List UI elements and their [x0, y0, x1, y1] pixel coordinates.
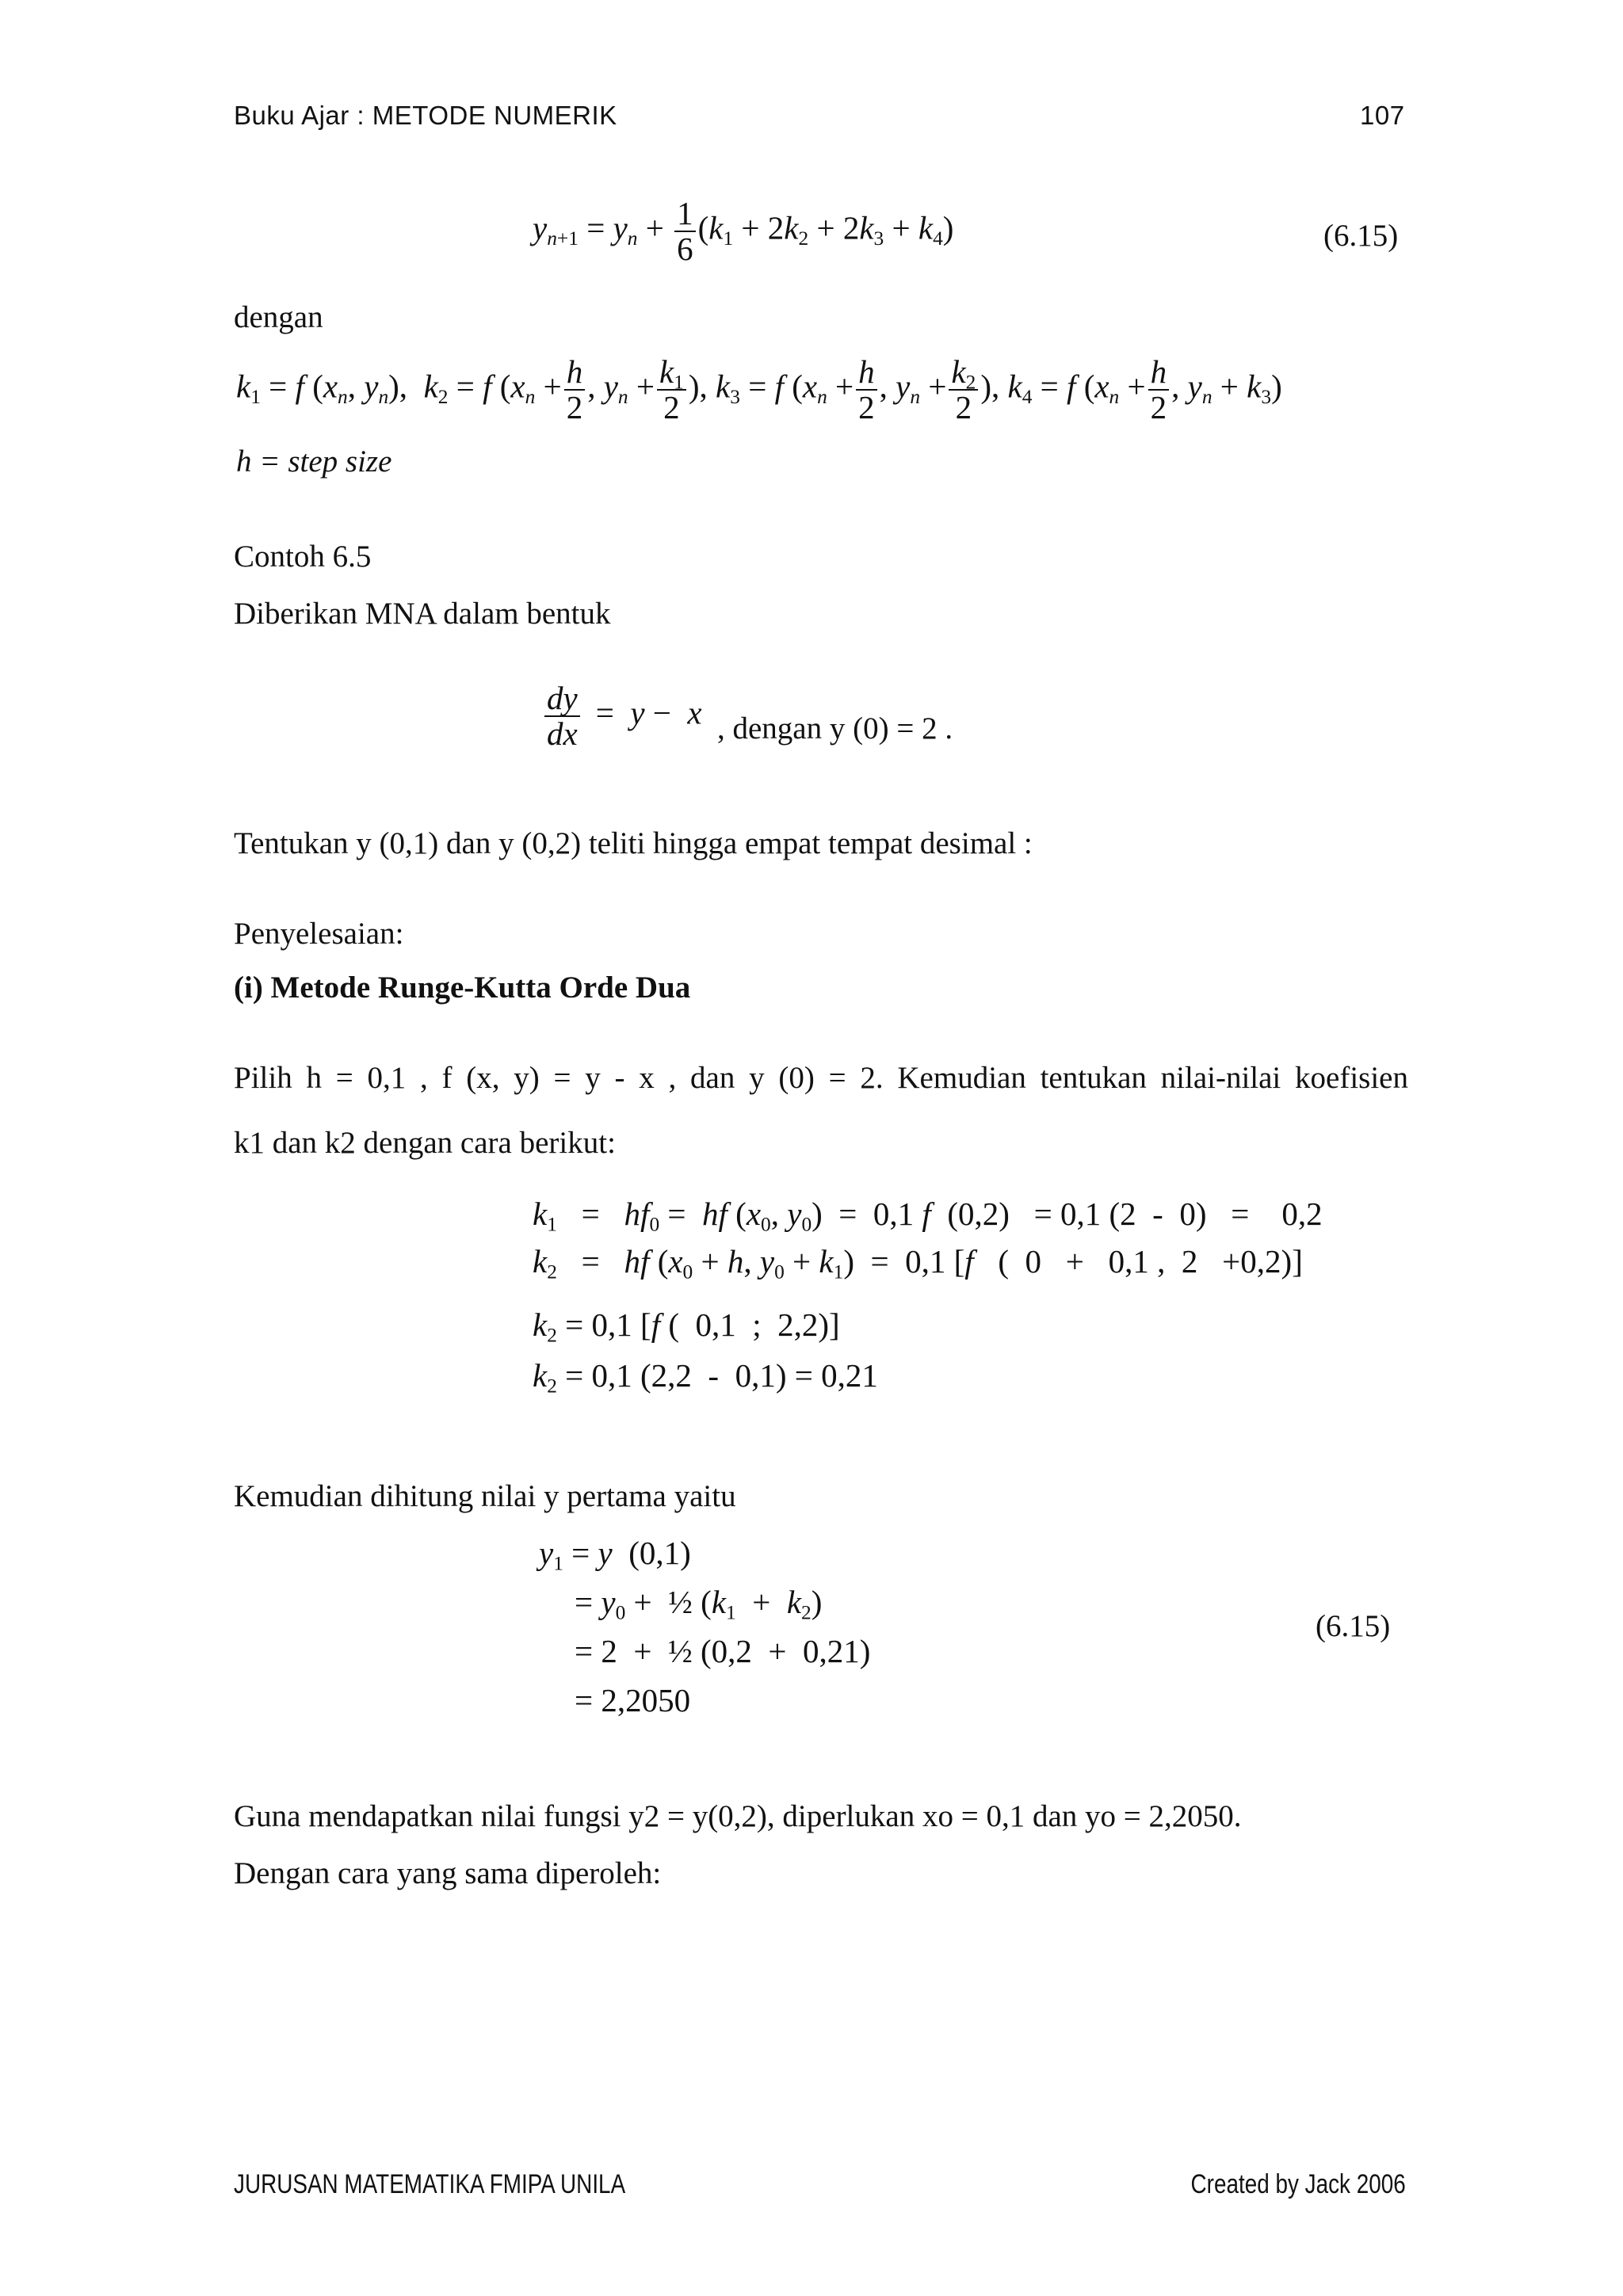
dengan-label: dengan [234, 300, 323, 334]
solution-label: Penyelesaian: [234, 917, 404, 951]
rk4-formula: $y_{n+1} = y_n$ + $\frac{1}{6}$ $(k_1 + 2k_2 + 2k_3 + k_4)$ [533, 195, 954, 268]
ode-initial-condition: , dengan y (0) = 2 . [717, 711, 953, 746]
y1-line1: $y_1 = y$ (0,1) [539, 1535, 691, 1575]
guna-text: Guna mendapatkan nilai fungsi y2 = y(0,2), diperlukan xo = 0,1 dan yo = 2,2050. [234, 1799, 1242, 1833]
y1-line2: = $y_0$ + ½ $(k_1 + k_2)$ [575, 1584, 823, 1624]
example-title: Contoh 6.5 [234, 540, 372, 574]
compute-y-text: Kemudian dihitung nilai y pertama yaitu [234, 1479, 736, 1513]
choose-parameters-line2: k1 dan k2 dengan cara berikut: [234, 1126, 616, 1160]
k1-computation: $k_1 = hf_0$ = hf ($x_0$, $y_0) = 0,1$ f (0,2) = 0,1 (2 - 0) = 0,2 [533, 1196, 1323, 1236]
y1-line4: = 2,2050 [575, 1682, 691, 1718]
choose-parameters-line1: Pilih h = 0,1 , f (x, y) = y - x , dan y (0) = 2. Kemudian tentukan nilai-nilai koefisien [234, 1061, 1408, 1095]
given-text: Diberikan MNA dalam bentuk [234, 597, 611, 631]
task-text: Tentukan y (0,1) dan y (0,2) teliti hingga empat tempat desimal : [234, 826, 1033, 860]
equation-number-y1: (6.15) [1316, 1609, 1391, 1643]
same-way-text: Dengan cara yang sama diperoleh: [234, 1856, 662, 1890]
equation-number: (6.15) [1323, 219, 1399, 253]
k2-result: $k_2 = 0,1$ (2,2 - 0,1) = 0,21 [533, 1357, 878, 1398]
footer-credit: Created by Jack 2006 [1190, 2169, 1406, 2199]
page-number: 107 [1360, 101, 1405, 130]
k-definitions: $k_1 = f$ ($x_n$, $y_n$), $k_2 = f$ ($x_n$ + $\frac{h}{2}$ , $y_n$ + $\frac{k_1}{2}$ ), $k_3 = f$ ($x_n$ + $\frac{h}{2}$ , $y_n$ + $\frac{k_2}{2}$ ), $k_4 = f$ ($x_n$ + $\frac{h}{2}$ , $y_n + k_3$) [236, 353, 1282, 426]
ode-equation: $\frac{dy}{dx}$ = y − x [542, 681, 702, 751]
y1-line3: = 2 + ½ (0,2 + 0,21) [575, 1633, 871, 1669]
step-size-def: h = step size [236, 444, 392, 479]
k2-step2: $k_2 = 0,1$ [f ( 0,1 ; 2,2)] [533, 1306, 840, 1347]
running-header: Buku Ajar : METODE NUMERIK [234, 101, 617, 130]
method-title: (i) Metode Runge-Kutta Orde Dua [234, 971, 691, 1005]
k2-computation: $k_2$ = hf ($x_0 + h$, $y_0 + k_1) = 0,1$ [f ( 0 + 0,1 , 2 +0,2)] [533, 1243, 1303, 1283]
footer-department: JURUSAN MATEMATIKA FMIPA UNILA [234, 2169, 626, 2199]
